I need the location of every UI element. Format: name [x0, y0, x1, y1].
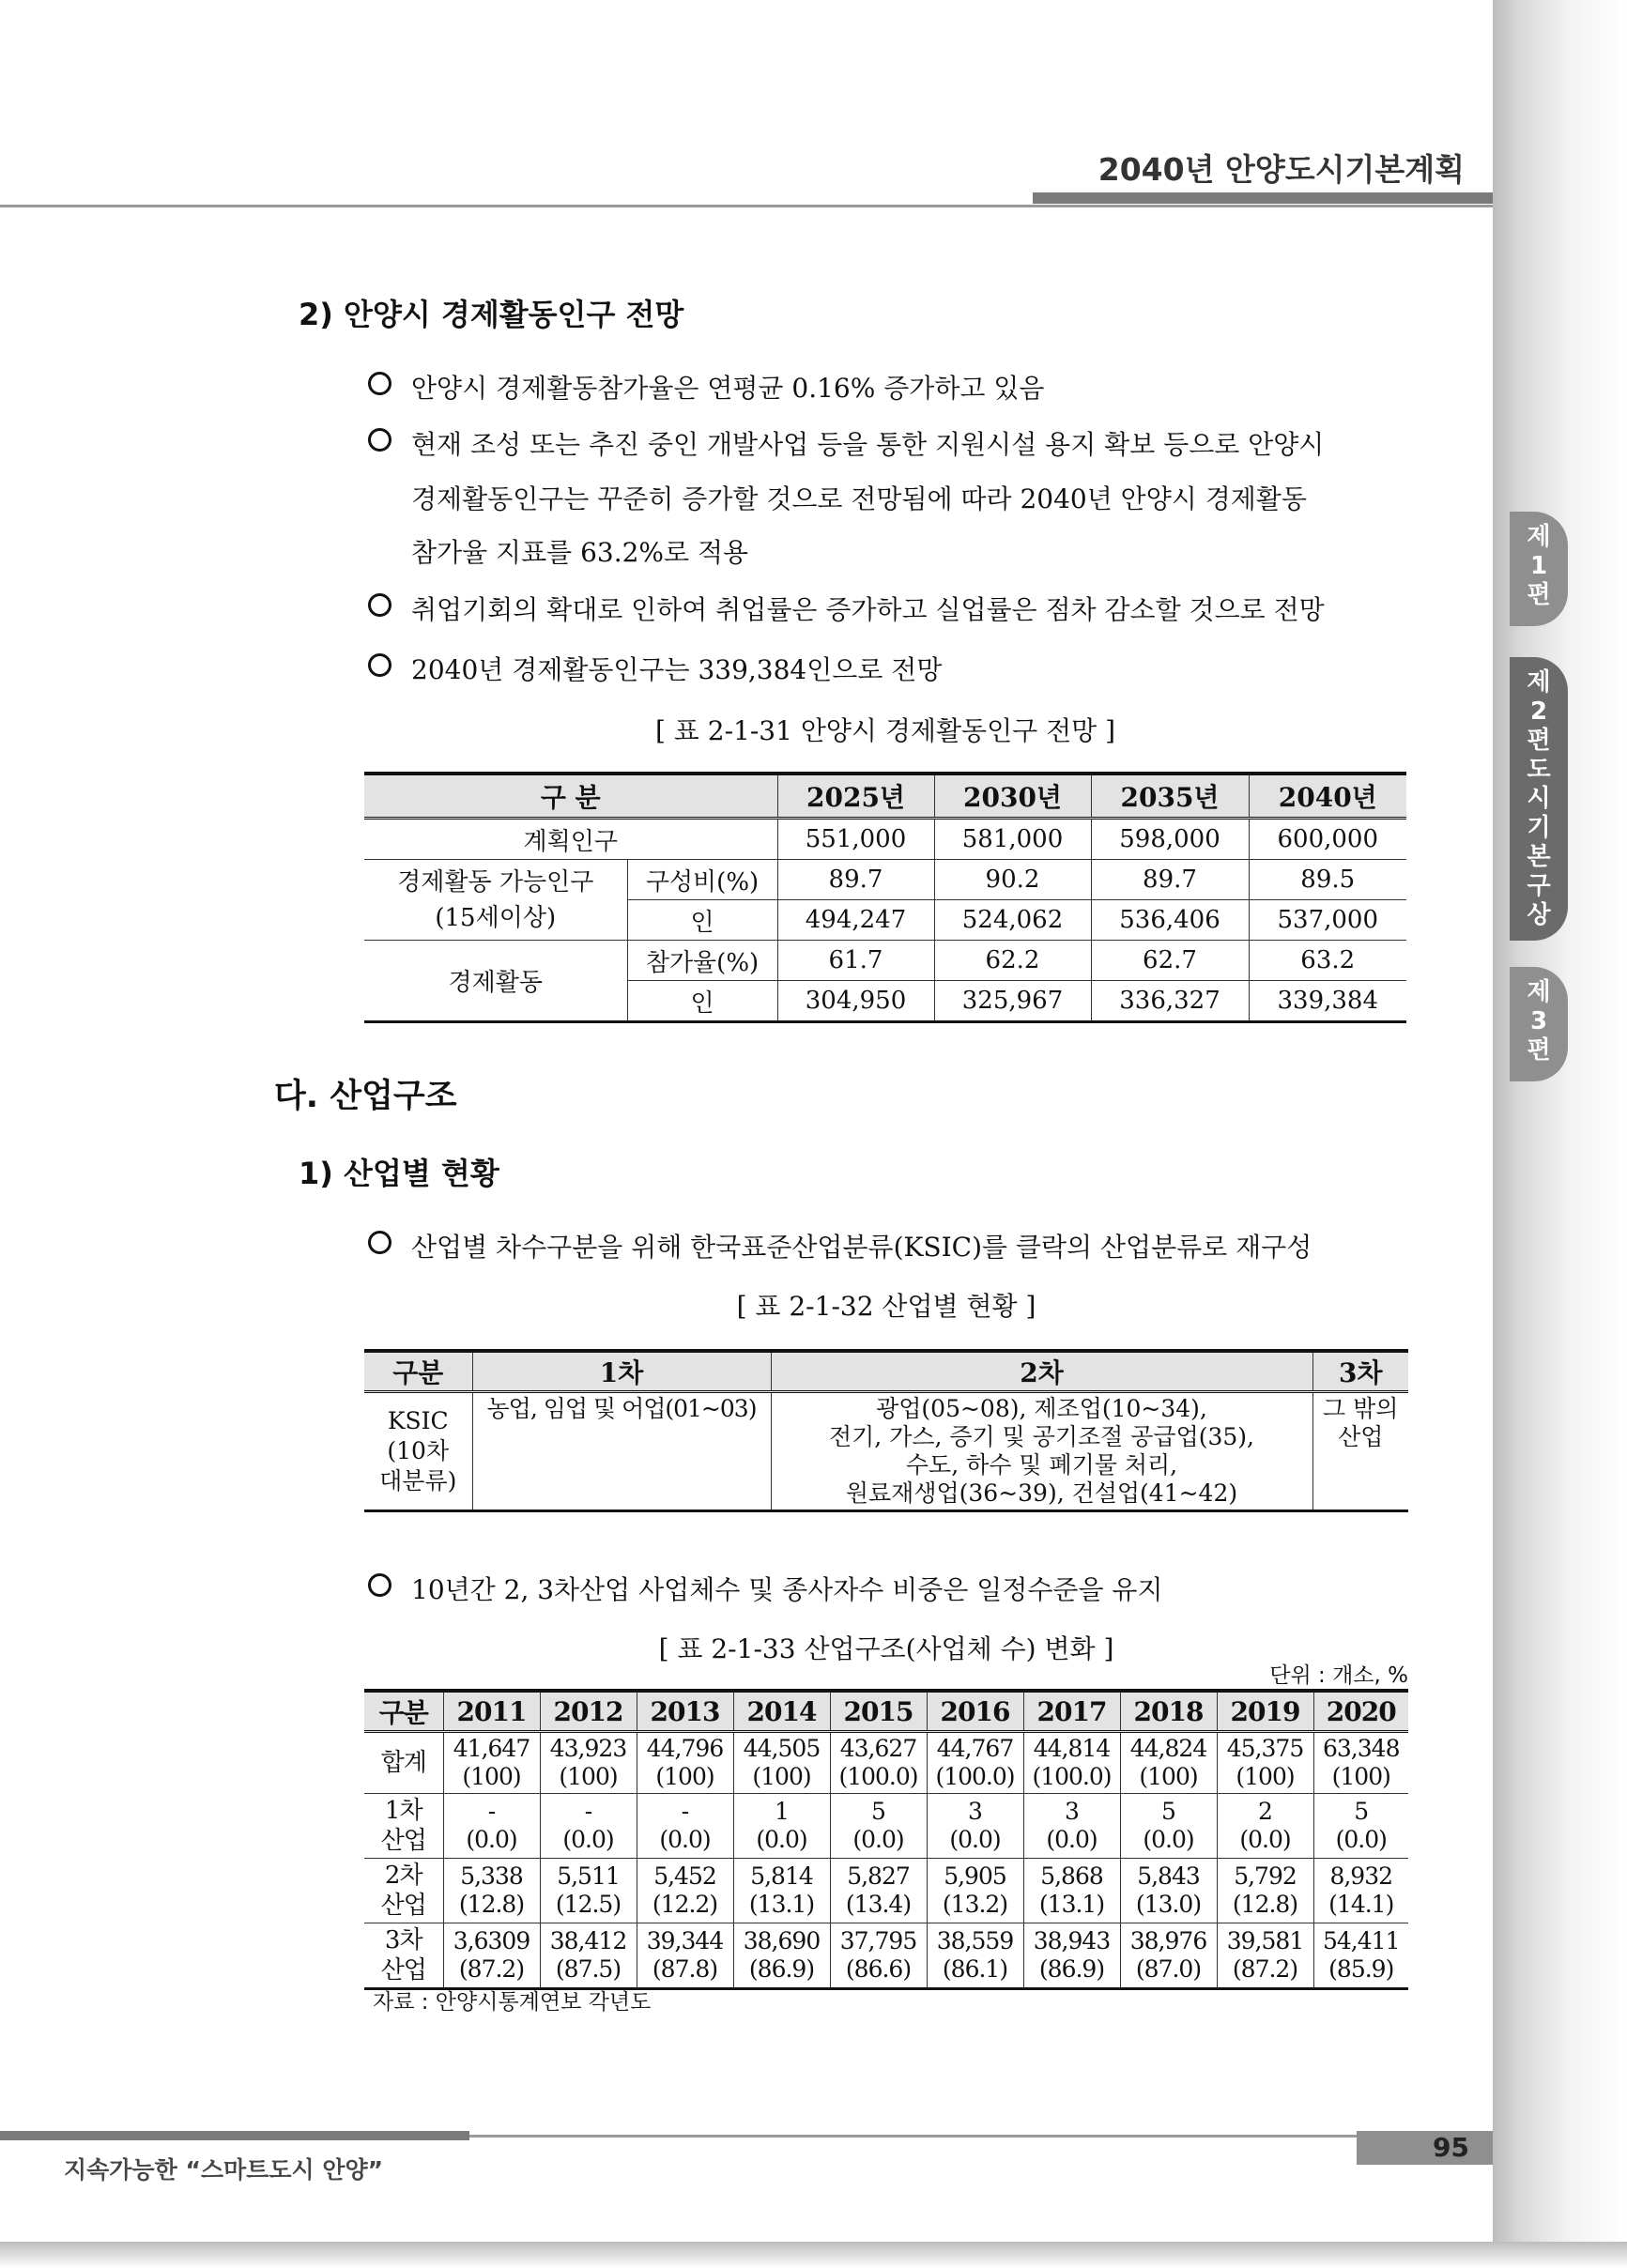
cell-line: 전기, 가스, 증기 및 공기조절 공급업(35),	[829, 1423, 1254, 1450]
heading-economic-population: 2) 안양시 경제활동인구 전망	[299, 297, 684, 332]
bullet-development-projects: 현재 조성 또는 추진 중인 개발사업 등을 통한 지원시설 용지 확보 등으로 안양시	[411, 424, 1324, 462]
table-cell	[637, 1923, 733, 1989]
running-header-title: 2040년 안양도시기본계획	[1097, 151, 1465, 188]
table-cell: 581,000	[934, 819, 1091, 860]
table-cell	[1120, 1794, 1217, 1859]
row-label-line: 2차	[384, 1862, 422, 1890]
cell-share: (86.9)	[748, 1955, 815, 1983]
cell-share: (100)	[462, 1763, 521, 1790]
cell-value: 5,511	[557, 1862, 620, 1890]
table-cell	[540, 1859, 637, 1923]
source-note: 자료 : 안양시통계연보 각년도	[373, 1990, 652, 2015]
table-cell	[1313, 1794, 1408, 1859]
table-cell	[830, 1732, 927, 1794]
bullet-employment-outlook: 취업기회의 확대로 인하여 취업률은 증가하고 실업률은 점차 감소할 것으로 전망	[411, 590, 1325, 627]
circle-bullet-icon	[368, 372, 391, 395]
table-industry-structure-change	[364, 1689, 1408, 1990]
tertiary-industry-cell	[1312, 1392, 1408, 1511]
table-cell: 89.7	[777, 860, 934, 900]
bullet-population-forecast: 2040년 경제활동인구는 339,384인으로 전망	[411, 650, 942, 687]
cell-value: 44,814	[1033, 1735, 1111, 1762]
circle-bullet-icon	[368, 593, 391, 617]
page-shadow-right	[1493, 0, 1627, 2268]
cell-share: (0.0)	[852, 1826, 904, 1853]
table-cell	[443, 1859, 540, 1923]
cell-value: 44,767	[936, 1735, 1014, 1762]
row-label-line: KSIC	[387, 1407, 449, 1434]
row-sublabel: 구성비(%)	[627, 860, 777, 900]
header-cell: 2030년	[934, 774, 1091, 819]
cell-value: 5,792	[1234, 1862, 1297, 1890]
cell-share: (100.0)	[838, 1763, 918, 1790]
cell-value: 3,6309	[453, 1927, 530, 1954]
table-cell	[927, 1794, 1023, 1859]
header-cell: 1차	[472, 1351, 771, 1392]
cell-value: 41,647	[453, 1735, 530, 1762]
row-label	[364, 1859, 443, 1923]
table-cell: 537,000	[1249, 900, 1406, 941]
table-cell	[733, 1923, 830, 1989]
row-group-label-line: (15세이상)	[435, 903, 557, 932]
header-cell: 2025년	[777, 774, 934, 819]
table-cell	[1023, 1794, 1120, 1859]
table-cell: 551,000	[777, 819, 934, 860]
row-label-line: 산업	[380, 1956, 426, 1984]
cell-line: 광업(05~08), 제조업(10~34),	[876, 1395, 1207, 1422]
table-cell	[927, 1923, 1023, 1989]
cell-value: 38,943	[1033, 1927, 1111, 1954]
table-cell	[637, 1732, 733, 1794]
table-cell	[927, 1732, 1023, 1794]
cell-share: (0.0)	[949, 1826, 1001, 1853]
table-cell	[443, 1732, 540, 1794]
cell-share: (13.0)	[1135, 1891, 1202, 1918]
table-cell	[540, 1794, 637, 1859]
table-cell	[927, 1859, 1023, 1923]
row-sublabel: 참가율(%)	[627, 941, 777, 981]
table-economic-population	[364, 772, 1406, 1023]
row-label-line: 대분류)	[379, 1467, 457, 1494]
table-cell: 336,327	[1091, 981, 1249, 1022]
circle-bullet-icon	[368, 428, 391, 452]
unit-note: 단위 : 개소, %	[1269, 1663, 1408, 1688]
row-label-line: 산업	[380, 1827, 426, 1855]
row-label	[364, 1392, 472, 1511]
table-cell	[1217, 1794, 1313, 1859]
table-cell	[733, 1732, 830, 1794]
table-header-row	[364, 1691, 1408, 1732]
table-cell: 61.7	[777, 941, 934, 981]
table-cell	[1217, 1923, 1313, 1989]
row-sublabel: 인	[627, 981, 777, 1022]
table-cell: 339,384	[1249, 981, 1406, 1022]
cell-share: (0.0)	[1239, 1826, 1291, 1853]
table-cell	[1023, 1923, 1120, 1989]
bullet-participation-growth: 안양시 경제활동참가율은 연평균 0.16% 증가하고 있음	[411, 368, 1044, 406]
cell-share: (12.2)	[652, 1891, 718, 1918]
header-cell: 2016	[927, 1691, 1023, 1732]
cell-share: (87.5)	[555, 1955, 622, 1983]
table-cell	[637, 1794, 733, 1859]
cell-share: (0.0)	[659, 1826, 711, 1853]
row-label	[364, 1732, 443, 1794]
table-cell	[830, 1794, 927, 1859]
cell-value: 43,627	[839, 1735, 917, 1762]
table-cell: 304,950	[777, 981, 934, 1022]
cell-share: (87.2)	[1232, 1955, 1298, 1983]
table-cell: 598,000	[1091, 819, 1249, 860]
cell-share: (0.0)	[1046, 1826, 1097, 1853]
cell-value: 5	[1161, 1798, 1175, 1825]
table-cell	[1120, 1923, 1217, 1989]
cell-share: (13.1)	[748, 1891, 815, 1918]
table-row	[364, 1794, 1408, 1859]
header-cell: 구분	[364, 1351, 472, 1392]
cell-value: 39,581	[1226, 1927, 1304, 1954]
cell-share: (100)	[752, 1763, 811, 1790]
side-tab-part-1[interactable]: 제 1 편	[1510, 512, 1568, 626]
table-cell	[830, 1923, 927, 1989]
header-cell: 2019	[1217, 1691, 1313, 1732]
table-cell: 90.2	[934, 860, 1091, 900]
cell-value: 5,905	[944, 1862, 1006, 1890]
header-cell: 2040년	[1249, 774, 1406, 819]
table-cell	[830, 1859, 927, 1923]
row-group-label	[364, 860, 627, 941]
row-label: 계획인구	[364, 819, 777, 860]
table-cell: 62.2	[934, 941, 1091, 981]
cell-value: 2	[1258, 1798, 1272, 1825]
row-label-line: 3차	[384, 1926, 422, 1954]
header-cell: 구분	[364, 1691, 443, 1732]
cell-value: 5,452	[653, 1862, 716, 1890]
cell-value: 43,923	[549, 1735, 627, 1762]
cell-share: (86.9)	[1038, 1955, 1105, 1983]
row-label	[364, 1923, 443, 1989]
table-header-row	[364, 1351, 1408, 1392]
secondary-industry-cell	[771, 1392, 1312, 1511]
cell-value: -	[584, 1798, 592, 1825]
table-caption-2-1-32: [ 표 2-1-32 산업별 현황 ]	[736, 1291, 1036, 1322]
row-label-line: (10차	[387, 1437, 450, 1464]
cell-share: (100)	[559, 1763, 618, 1790]
cell-line: 그 밖의	[1323, 1395, 1399, 1422]
cell-share: (0.0)	[756, 1826, 807, 1853]
table-cell	[637, 1859, 733, 1923]
cell-value: 63,348	[1323, 1735, 1400, 1762]
table-row	[364, 1392, 1408, 1511]
cell-line: 수도, 하수 및 폐기물 처리,	[905, 1451, 1178, 1479]
header-cell: 구 분	[364, 774, 777, 819]
circle-bullet-icon	[368, 653, 391, 677]
cell-share: (86.6)	[845, 1955, 912, 1983]
header-cell: 2011	[443, 1691, 540, 1732]
cell-value: 44,796	[646, 1735, 724, 1762]
cell-share: (87.8)	[652, 1955, 718, 1983]
cell-value: 3	[968, 1798, 982, 1825]
side-tab-part-3[interactable]: 제 3 편	[1510, 967, 1568, 1081]
cell-value: 5	[871, 1798, 885, 1825]
cell-share: (87.0)	[1135, 1955, 1202, 1983]
circle-bullet-icon	[368, 1231, 391, 1254]
row-group-label-line: 경제활동 가능인구	[397, 867, 594, 896]
cell-value: 44,505	[743, 1735, 821, 1762]
table-cell	[1217, 1732, 1313, 1794]
bullet-development-projects-line3: 참가율 지표를 63.2%로 적용	[411, 537, 749, 568]
cell-value: -	[681, 1798, 689, 1825]
table-cell	[540, 1732, 637, 1794]
cell-value: 1	[775, 1798, 789, 1825]
cell-value: 5,827	[847, 1862, 910, 1890]
cell-value: 5,868	[1040, 1862, 1103, 1890]
table-cell	[1313, 1859, 1408, 1923]
cell-share: (13.1)	[1038, 1891, 1105, 1918]
heading-industry-status: 1) 산업별 현황	[299, 1156, 499, 1191]
table-row	[364, 1923, 1408, 1989]
circle-bullet-icon	[368, 1573, 391, 1597]
table-industry-classification	[364, 1349, 1408, 1512]
cell-value: 5,814	[750, 1862, 813, 1890]
table-cell: 89.7	[1091, 860, 1249, 900]
cell-share: (100)	[1331, 1763, 1390, 1790]
header-cell: 2020	[1313, 1691, 1408, 1732]
table-cell: 524,062	[934, 900, 1091, 941]
cell-share: (12.5)	[555, 1891, 622, 1918]
page-shadow-bottom	[0, 2242, 1627, 2268]
cell-share: (100)	[1139, 1763, 1198, 1790]
primary-industry-cell: 농업, 임업 및 어업(01~03)	[472, 1392, 771, 1511]
header-cell: 2013	[637, 1691, 733, 1732]
footer-rule-left	[0, 2131, 469, 2140]
cell-share: (14.1)	[1328, 1891, 1394, 1918]
table-cell: 494,247	[777, 900, 934, 941]
cell-share: (100)	[655, 1763, 714, 1790]
cell-value: 38,976	[1129, 1927, 1207, 1954]
page-number: 95	[1433, 2132, 1469, 2163]
header-cell: 2014	[733, 1691, 830, 1732]
header-rule-thick	[1033, 192, 1493, 204]
cell-value: 38,690	[743, 1927, 821, 1954]
heading-industrial-structure: 다. 산업구조	[274, 1078, 457, 1115]
row-label	[364, 1794, 443, 1859]
table-cell	[1120, 1732, 1217, 1794]
table-row	[364, 941, 1406, 981]
bullet-development-projects-line2: 경제활동인구는 꾸준히 증가할 것으로 전망됨에 따라 2040년 안양시 경제활동	[411, 483, 1307, 514]
table-cell	[1023, 1859, 1120, 1923]
cell-share: (0.0)	[562, 1826, 614, 1853]
table-cell: 536,406	[1091, 900, 1249, 941]
cell-value: -	[487, 1798, 496, 1825]
cell-share: (85.9)	[1328, 1955, 1394, 1983]
table-cell	[1217, 1859, 1313, 1923]
cell-value: 38,412	[549, 1927, 627, 1954]
table-cell	[443, 1794, 540, 1859]
cell-share: (100.0)	[935, 1763, 1015, 1790]
header-cell: 3차	[1312, 1351, 1408, 1392]
table-cell	[1313, 1732, 1408, 1794]
table-cell	[1023, 1732, 1120, 1794]
table-row	[364, 819, 1406, 860]
cell-share: (100.0)	[1032, 1763, 1112, 1790]
cell-value: 5,843	[1137, 1862, 1200, 1890]
table-cell	[733, 1794, 830, 1859]
table-caption-2-1-31: [ 표 2-1-31 안양시 경제활동인구 전망 ]	[654, 715, 1115, 746]
header-cell: 2012	[540, 1691, 637, 1732]
header-cell: 2018	[1120, 1691, 1217, 1732]
cell-share: (13.4)	[845, 1891, 912, 1918]
table-cell	[540, 1923, 637, 1989]
table-cell	[733, 1859, 830, 1923]
header-rule-thin	[0, 205, 1493, 207]
table-cell	[443, 1923, 540, 1989]
table-cell	[1313, 1923, 1408, 1989]
header-cell: 2035년	[1091, 774, 1249, 819]
cell-share: (100)	[1236, 1763, 1295, 1790]
footer-slogan: 지속가능한 “스마트도시 안양”	[64, 2156, 384, 2184]
header-cell: 2017	[1023, 1691, 1120, 1732]
table-cell: 62.7	[1091, 941, 1249, 981]
row-label-line: 산업	[380, 1892, 426, 1920]
bullet-ksic-reclassification: 산업별 차수구분을 위해 한국표준산업분류(KSIC)를 클락의 산업분류로 재구성	[411, 1227, 1312, 1264]
cell-share: (12.8)	[458, 1891, 525, 1918]
table-cell: 600,000	[1249, 819, 1406, 860]
header-cell: 2015	[830, 1691, 927, 1732]
cell-value: 37,795	[839, 1927, 917, 1954]
cell-share: (13.2)	[942, 1891, 1008, 1918]
table-header-row	[364, 774, 1406, 819]
table-row	[364, 860, 1406, 900]
table-cell: 325,967	[934, 981, 1091, 1022]
table-cell	[1120, 1859, 1217, 1923]
cell-value: 8,932	[1329, 1862, 1393, 1890]
table-row	[364, 1859, 1408, 1923]
cell-share: (0.0)	[1143, 1826, 1194, 1853]
cell-share: (86.1)	[942, 1955, 1008, 1983]
footer-rule-right	[469, 2135, 1357, 2138]
cell-share: (12.8)	[1232, 1891, 1298, 1918]
cell-value: 54,411	[1323, 1927, 1400, 1954]
table-cell: 89.5	[1249, 860, 1406, 900]
row-sublabel: 인	[627, 900, 777, 941]
side-tab-part-2[interactable]: 제 2 편 도 시 기 본 구 상	[1510, 657, 1568, 941]
table-caption-2-1-33: [ 표 2-1-33 산업구조(사업체 수) 변화 ]	[658, 1633, 1114, 1664]
row-label-line: 합계	[380, 1749, 426, 1777]
row-group-label: 경제활동	[364, 941, 627, 1022]
cell-share: (0.0)	[1335, 1826, 1387, 1853]
cell-share: (87.2)	[458, 1955, 525, 1983]
cell-value: 45,375	[1226, 1735, 1304, 1762]
header-cell: 2차	[771, 1351, 1312, 1392]
cell-value: 39,344	[646, 1927, 724, 1954]
table-row	[364, 1732, 1408, 1794]
bullet-industry-share-stable: 10년간 2, 3차산업 사업체수 및 종사자수 비중은 일정수준을 유지	[411, 1570, 1163, 1607]
cell-value: 5	[1354, 1798, 1369, 1825]
cell-value: 44,824	[1129, 1735, 1207, 1762]
cell-value: 5,338	[460, 1862, 523, 1890]
cell-line: 원료재생업(36~39), 건설업(41~42)	[845, 1479, 1238, 1507]
table-cell: 63.2	[1249, 941, 1406, 981]
cell-value: 3	[1065, 1798, 1079, 1825]
cell-value: 38,559	[936, 1927, 1014, 1954]
cell-line: 산업	[1338, 1423, 1384, 1450]
cell-share: (0.0)	[466, 1826, 517, 1853]
row-label-line: 1차	[384, 1797, 422, 1825]
